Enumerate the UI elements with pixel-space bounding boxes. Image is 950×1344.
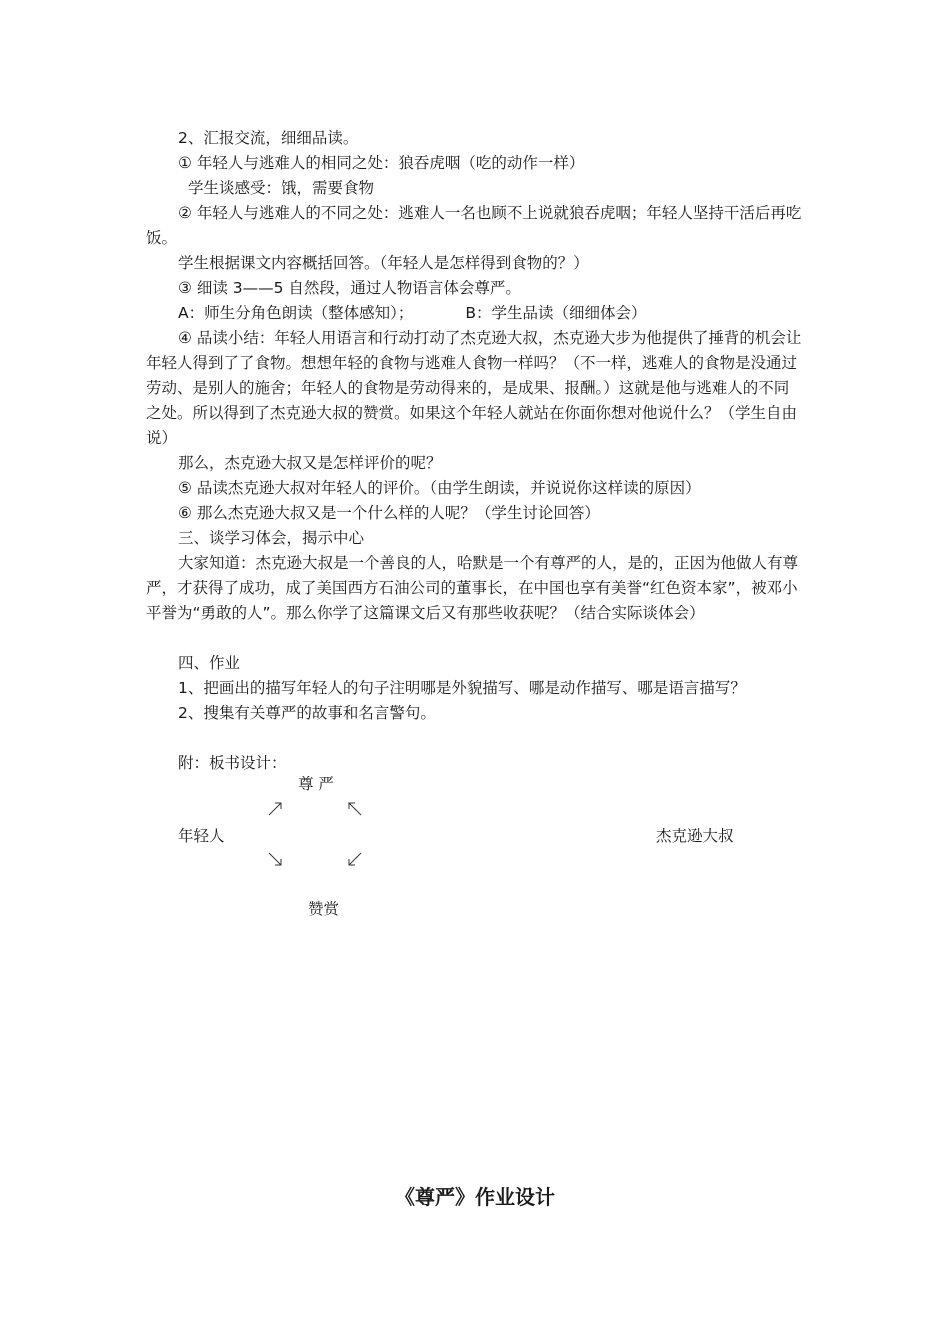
paragraph-question-evaluation: 那么，杰克逊大叔又是怎样评价的呢？	[178, 454, 442, 472]
paragraph-summary-answer: 学生根据课文内容概括回答。（年轻人是怎样得到食物的？）	[178, 254, 589, 272]
board-left-label: 年轻人	[178, 827, 225, 845]
reading-mode-b: B：学生品读（细细体会）	[465, 304, 647, 322]
paragraph-read-evaluation: ⑤ 品读杰克逊大叔对年轻人的评价。（由学生朗读，并说说你这样读的原因）	[178, 479, 701, 497]
paragraph-reading-summary: ④ 品读小结：年轻人用语言和行动打动了杰克逊大叔，杰克逊大步为他提供了捶背的机会让年轻人得到了了食物。想想年轻的食物与逃难人食物一样吗？（不一样，逃难人的食物是没通过劳动、是别人的施舍；年轻人的食物是劳动得来的，是成果、报酬。）这就是他与逃难人的不同之处。所以得到了杰克逊大叔的赞赏。如果这个年轻人就站在你面你想对他说什么？（学生自由说）	[146, 329, 802, 447]
board-top-label: 尊 严	[298, 775, 334, 793]
arrow-down-right-icon	[266, 850, 284, 868]
homework-item-2: 2、搜集有关尊严的故事和名言警句。	[178, 704, 436, 722]
paragraph-what-person: ⑥ 那么杰克逊大叔又是一个什么样的人呢？（学生讨论回答）	[178, 504, 600, 522]
paragraph-close-reading: ③ 细读 3——5 自然段，通过人物语言体会尊严。	[178, 279, 521, 297]
homework-item-1: 1、把画出的描写年轻人的句子注明哪是外貌描写、哪是动作描写、哪是语言描写？	[178, 679, 746, 697]
paragraph-everyone-knows: 大家知道：杰克逊大叔是一个善良的人，哈默是一个有尊严的人，是的，正因为他做人有尊严，才获得了成功，成了美国西方石油公司的董事长，在中国也享有美誉“红色资本家”，被邓小平誉为“勇敢的人”。那么你学了这篇课文后又有那些收获呢？（结合实际谈体会）	[146, 554, 799, 622]
page-title: 《尊严》作业设计	[395, 1185, 555, 1209]
section-heading-insight: 三、谈学习体会，揭示中心	[178, 529, 365, 547]
reading-mode-a: A：师生分角色朗读（整体感知）；	[178, 304, 414, 322]
arrow-up-right-icon	[266, 800, 284, 818]
section-heading-report: 2、汇报交流，细细品读。	[178, 129, 359, 147]
paragraph-difference: ② 年轻人与逃难人的不同之处：逃难人一名也顾不上说就狼吞虎咽；年轻人坚持干活后再吃饭。	[146, 204, 802, 247]
board-right-label: 杰克逊大叔	[656, 827, 734, 845]
paragraph-student-feeling: 学生谈感受：饿，需要食物	[188, 179, 375, 197]
arrow-down-left-icon	[346, 850, 364, 868]
section-heading-homework: 四、作业	[178, 654, 241, 672]
arrow-up-left-icon	[346, 800, 364, 818]
paragraph-reading-modes	[146, 301, 802, 326]
board-design-heading: 附：板书设计：	[178, 754, 287, 772]
paragraph-similarity: ① 年轻人与逃难人的相同之处：狼吞虎咽（吃的动作一样）	[178, 154, 585, 172]
board-bottom-label: 赞赏	[308, 900, 340, 918]
